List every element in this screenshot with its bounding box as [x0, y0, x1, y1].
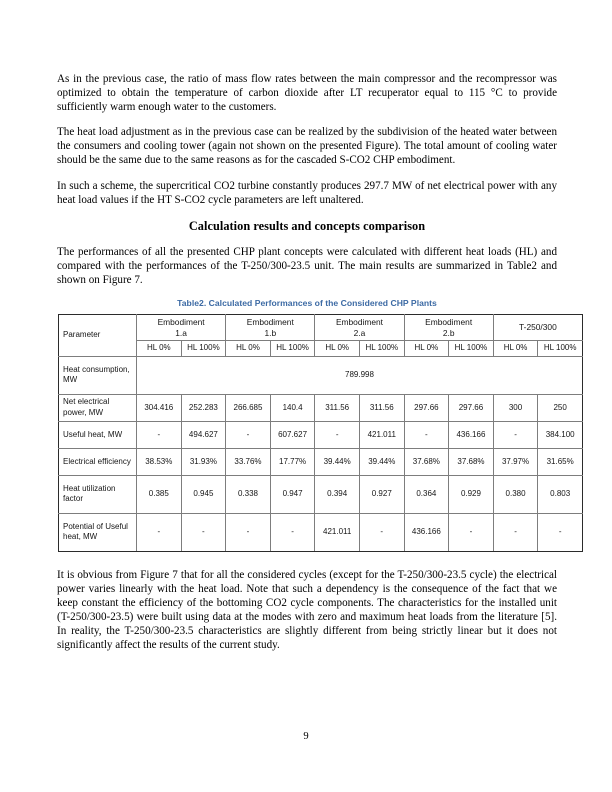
group-label-line2: 2.b — [442, 327, 455, 338]
group-label-line2: 1.b — [264, 327, 277, 338]
table-cell: 0.945 — [181, 475, 226, 513]
table-cell: 17.77% — [270, 448, 315, 475]
row-parameter: Heat utilization factor — [59, 475, 137, 513]
group-label-line1: T-250/300 — [519, 322, 557, 333]
header-hl-100-t250: HL 100% — [538, 341, 583, 357]
table-cell: - — [449, 513, 494, 551]
table-cell: 436.166 — [449, 421, 494, 448]
paragraph-1: As in the previous case, the ratio of mass flow rates between the main compressor and the recompressor was optimized to obtain the temperature of carbon dioxide after LT recuperator equal to 115 °C to provide sufficiently warm enough water to the customers. — [57, 73, 557, 114]
header-hl-100-2b: HL 100% — [449, 341, 494, 357]
table-row — [59, 448, 583, 475]
table-row — [59, 356, 583, 394]
table-cell: 0.385 — [137, 475, 182, 513]
paragraph-3: In such a scheme, the supercritical CO2 turbine constantly produces 297.7 MW of net electrical power with any heat load values if the HT S-CO2 cycle parameters are left unaltered. — [57, 179, 557, 206]
paragraph-2: The heat load adjustment as in the previous case can be realized by the subdivision of the heated water between the consumers and cooling tower (again not shown on the presented Figure). The total amount of cooling water should be the same due to the same reasons as for the cascaded S-CO2 CHP embodiment. — [57, 126, 557, 167]
header-group-1b — [226, 315, 315, 341]
header-hl-100-1a: HL 100% — [181, 341, 226, 357]
page-number: 9 — [303, 731, 309, 742]
table-cell: 39.44% — [315, 448, 360, 475]
table-cell: 0.380 — [493, 475, 538, 513]
table-cell: 0.947 — [270, 475, 315, 513]
table-cell: - — [493, 421, 538, 448]
cell-heat-consumption-merged: 789.998 — [137, 356, 583, 394]
group-label-line1: Embodiment — [157, 317, 205, 328]
group-label-line2: 2.a — [353, 327, 366, 338]
row-parameter: Useful heat, MW — [59, 421, 137, 448]
header-hl-100-1b: HL 100% — [270, 341, 315, 357]
header-group-2b — [404, 315, 493, 341]
table-cell: - — [538, 513, 583, 551]
table-cell: 31.65% — [538, 448, 583, 475]
header-hl-0-1b: HL 0% — [226, 341, 271, 357]
header-hl-0-2a: HL 0% — [315, 341, 360, 357]
header-hl-0-2b: HL 0% — [404, 341, 449, 357]
table-cell: 0.803 — [538, 475, 583, 513]
table-cell: - — [226, 513, 271, 551]
header-hl-0-1a: HL 0% — [137, 341, 182, 357]
table-row — [59, 513, 583, 551]
table-cell: 311.56 — [315, 394, 360, 421]
table-cell: - — [493, 513, 538, 551]
table-cell: - — [181, 513, 226, 551]
group-label-line1: Embodiment — [425, 317, 473, 328]
row-parameter: Electrical efficiency — [59, 448, 137, 475]
table-cell: 266.685 — [226, 394, 271, 421]
table-cell: 300 — [493, 394, 538, 421]
row-parameter: Potential of Useful heat, MW — [59, 513, 137, 551]
table-head — [59, 315, 583, 357]
paragraph-5: It is obvious from Figure 7 that for all the considered cycles (except for the T-250/300-23.5 cycle) the electrical power varies linearly with the heat load. Note that such a dependency is the consequence of the fact that we keep constant the efficiency of the bottoming CO2 cycle components. The characteristics for the installed unit (T-250/300-23.5) were built using data at the modes with zero and maximum heat loads from the literature [5]. In reality, the T-250/300-23.5 characteristics are slightly different from being strictly linear but it does not significantly affect the results of the current study. — [57, 568, 557, 652]
table-cell: - — [137, 421, 182, 448]
table-cell: 311.56 — [359, 394, 404, 421]
paragraph-4: The performances of all the presented CHP plant concepts were calculated with different heat loads (HL) and compared with the performances of the T-250/300-23.5 unit. The main results are summarized in Table2 and shown on Figure 7. — [57, 245, 557, 286]
header-hl-0-t250: HL 0% — [493, 341, 538, 357]
table-row — [59, 421, 583, 448]
table-cell: 37.68% — [404, 448, 449, 475]
table-cell: 304.416 — [137, 394, 182, 421]
header-hl-100-2a: HL 100% — [359, 341, 404, 357]
table-cell: 436.166 — [404, 513, 449, 551]
group-label-line2: 1.a — [175, 327, 187, 338]
table-caption: Table2. Calculated Performances of the Considered CHP Plants — [177, 298, 437, 309]
table-cell: 494.627 — [181, 421, 226, 448]
group-label-line1: Embodiment — [246, 317, 294, 328]
table-cell: 421.011 — [315, 513, 360, 551]
table-body — [59, 356, 583, 551]
table-cell: - — [270, 513, 315, 551]
table-cell: 297.66 — [449, 394, 494, 421]
table-cell: 39.44% — [359, 448, 404, 475]
table-cell: 607.627 — [270, 421, 315, 448]
header-group-2a — [315, 315, 404, 341]
row-parameter: Net electrical power, MW — [59, 394, 137, 421]
table-cell: - — [404, 421, 449, 448]
table-row — [59, 475, 583, 513]
table-row — [59, 394, 583, 421]
table-cell: 0.338 — [226, 475, 271, 513]
header-group-1a — [137, 315, 226, 341]
table-cell: 38.53% — [137, 448, 182, 475]
performance-table — [58, 314, 583, 552]
table-cell: - — [226, 421, 271, 448]
table-cell: 384.100 — [538, 421, 583, 448]
table-cell: 37.68% — [449, 448, 494, 475]
table-cell: - — [315, 421, 360, 448]
table-cell: 0.929 — [449, 475, 494, 513]
table-cell: 0.927 — [359, 475, 404, 513]
table-cell: 33.76% — [226, 448, 271, 475]
table-cell: 140.4 — [270, 394, 315, 421]
row-parameter: Heat consumption, MW — [59, 356, 137, 394]
table-cell: - — [137, 513, 182, 551]
table-cell: 0.364 — [404, 475, 449, 513]
table-cell: 250 — [538, 394, 583, 421]
table-cell: 252.283 — [181, 394, 226, 421]
table-header-row-groups — [59, 315, 583, 341]
table-cell: 421.011 — [359, 421, 404, 448]
table-cell: 297.66 — [404, 394, 449, 421]
table-cell: 0.394 — [315, 475, 360, 513]
section-heading: Calculation results and concepts comparison — [188, 218, 426, 233]
table-cell: - — [359, 513, 404, 551]
table-header-row-hl — [59, 341, 583, 357]
header-parameter: Parameter — [59, 315, 137, 357]
page-content — [57, 72, 577, 663]
table-cell: 37.97% — [493, 448, 538, 475]
group-label-line1: Embodiment — [335, 317, 383, 328]
header-group-t250 — [493, 315, 582, 341]
table-cell: 31.93% — [181, 448, 226, 475]
